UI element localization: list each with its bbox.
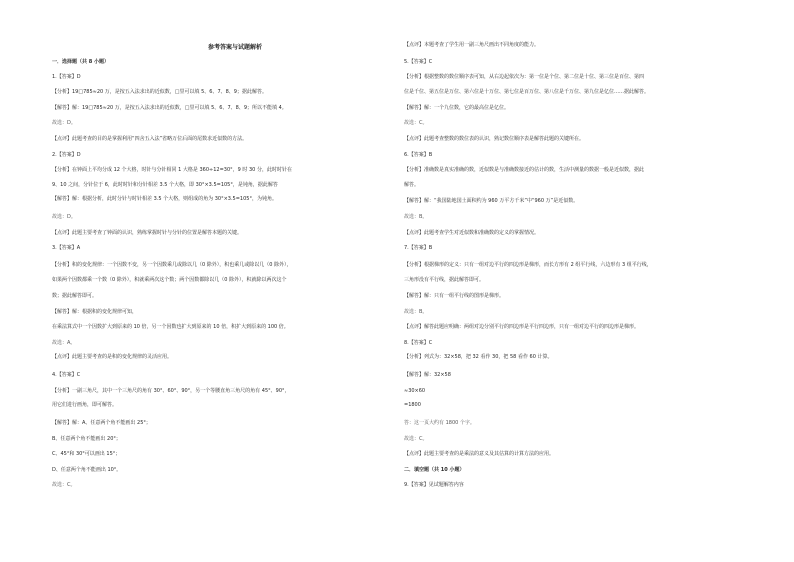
left-text-line: 故选：C。 <box>52 482 76 488</box>
right-text-line: 【分析】准确数是真实准确的数，近似数是与准确数接近的估计的数，生活中测量的数据一般是近似数，据此 <box>404 167 645 173</box>
right-text-line: 【分析】列式为：32×58，把 32 看作 30，把 58 看作 60 计算。 <box>404 354 553 360</box>
left-text-line: 9、10 之间，分针位于 6，此时时针和分针相差 3.5 个大格，即 30°×3.5=105°，是钝角，据此解答 <box>52 182 278 188</box>
right-text-line: 答：这一页大约有 1800 个字。 <box>404 420 475 426</box>
right-text-line: 9.【答案】见试题解答内容 <box>404 482 464 488</box>
right-text-line: 【点评】此题考查整数的数位表的认识，熟记数位顺序表是解答此题的关键所在。 <box>404 136 585 142</box>
right-text-line: 【分析】根据梯形的定义：只有一组对边平行的四边形是梯形，而长方形有 2 组平行线，六边形有 3 组平行线， <box>404 262 652 268</box>
right-text-line: 5.【答案】C <box>404 59 433 65</box>
left-text-line: 【解答】解：根据积的变化规律可知， <box>52 309 138 315</box>
left-text-line: 一．选择题（共 8 小题） <box>52 59 109 65</box>
left-text-line: 1.【答案】D <box>52 74 81 80</box>
right-text-line: 【点评】本题考查了学生用一副三角尺画出不同角度的能力。 <box>404 42 540 48</box>
right-text-line: 【点评】此题主要考查的是乘法的意义及其估算的计算方法的应用。 <box>404 451 555 457</box>
right-text-line: 【解答】解：“我国陆地国土面积约为 960 万平方千米”中“960 万”是近似数。 <box>404 198 579 204</box>
right-text-line: 故选：B。 <box>404 309 428 315</box>
right-text-line: ≈30×60 <box>404 388 426 394</box>
left-text-line: 【解答】解：根据分析，此时分针与时针相差 3.5 个大格，则组成的角为 30°×3.5=105°，为钝角。 <box>52 196 277 202</box>
right-text-line: 【分析】根据整数的数位顺序表可知，从右边起依次为：第一位是个位、第二位是十位、第三位是百位、第四 <box>404 74 645 80</box>
right-text-line: 6.【答案】B <box>404 152 433 158</box>
left-text-line: 故选：D。 <box>52 214 76 220</box>
right-text-line: 位是千位、第五位是万位、第六位是十万位、第七位是百万位、第八位是千万位、第九位是亿位……据此解答。 <box>404 89 650 95</box>
right-text-line: =1800 <box>404 402 421 408</box>
right-text-line: 故选：B。 <box>404 214 428 220</box>
left-text-line: 【分析】19□785≈20 万，是按五入法求出的近似数，□里可以填 5、6、7、8、9；据此解答。 <box>52 89 267 95</box>
left-text-line: 【点评】此题考查的目的是掌握利用“四舍五入法”省略万位后面的尾数求近似数的方法。 <box>52 136 248 142</box>
right-text-line: 故选：C。 <box>404 436 428 442</box>
right-text-line: 【点评】解答此题应明确：两组对边分别平行的四边形是平行四边形，只有一组对边平行的四边形是梯形。 <box>404 324 640 330</box>
left-text-line: D、任意两个角不能画出 10°。 <box>52 467 122 473</box>
left-text-line: 在乘法算式中一个因数扩大到原来的 10 倍，另一个因数也扩大到原来的 10 倍，积扩大到原来的 100 倍。 <box>52 324 289 330</box>
left-text-line: 【分析】一副三角尺，其中一个三角尺的角有 30°、60°、90°，另一个等腰直角三角尺的角有 45°、90°， <box>52 388 290 394</box>
left-text-line: 【分析】在钟面上平均分成 12 个大格，时针与分针相同 1 大格是 360÷12=30°，9 时 30 分，此时时针在 <box>52 167 292 173</box>
right-text-line: 故选：C。 <box>404 120 428 126</box>
right-text-line: 【点评】此题考查学生对近似数和准确数的定义的掌握情况。 <box>404 230 540 236</box>
left-text-line: 4.【答案】C <box>52 372 81 378</box>
right-text-line: 7.【答案】B <box>404 245 433 251</box>
right-text-line: 解答。 <box>404 182 420 188</box>
left-text-line: 【解答】解：19□785≈20 万，是按五入法求出的近似数，□里可以填 5、6、7、8、9；所以不能填 4。 <box>52 105 287 111</box>
right-text-line: 【解答】解：只有一组平行线的图形是梯形。 <box>404 293 505 299</box>
left-text-line: 【点评】此题主要考查的是积的变化规律的灵活应用。 <box>52 354 173 360</box>
left-text-line: 3.【答案】A <box>52 245 81 251</box>
page-title: 参考答案与试题解析 <box>207 44 262 51</box>
left-text-line: 故选：D。 <box>52 120 76 126</box>
left-text-line: 【解答】解：A、任意两个角不能画出 25°； <box>52 420 151 426</box>
left-text-line: 故选：A。 <box>52 340 76 346</box>
right-text-line: 8.【答案】C <box>404 340 433 346</box>
right-text-line: 【解答】解：一个九位数，它的最高位是亿位。 <box>404 105 510 111</box>
left-text-line: 如果两个因数都乘一个数（0 除外），积就乘两次这个数；两个因数都除以几（0 除外），积就除以两次这个 <box>52 277 287 283</box>
left-text-line: 【点评】此题主要考查了钟面的认识，熟练掌握时针与分针的位置是解答本题的关键。 <box>52 230 243 236</box>
left-text-line: 数；据此解答即可。 <box>52 293 98 299</box>
right-text-line: 二．填空题（共 10 小题） <box>404 467 465 473</box>
left-text-line: 2.【答案】D <box>52 152 81 158</box>
left-text-line: C、45°和 30°可以画出 15°； <box>52 451 121 457</box>
right-text-line: 三角形没有平行线，据此解答即可。 <box>404 277 485 283</box>
left-text-line: B、任意两个角不能画出 20°； <box>52 436 121 442</box>
left-text-line: 【分析】积的变化规律：一个因数不变，另一个因数乘几或除以几（0 除外），积也乘几或除以几（0 除外）， <box>52 262 292 268</box>
left-text-line: 用它们进行画角，即可解答。 <box>52 402 118 408</box>
right-text-line: 【解答】解：32×58 <box>404 372 451 378</box>
